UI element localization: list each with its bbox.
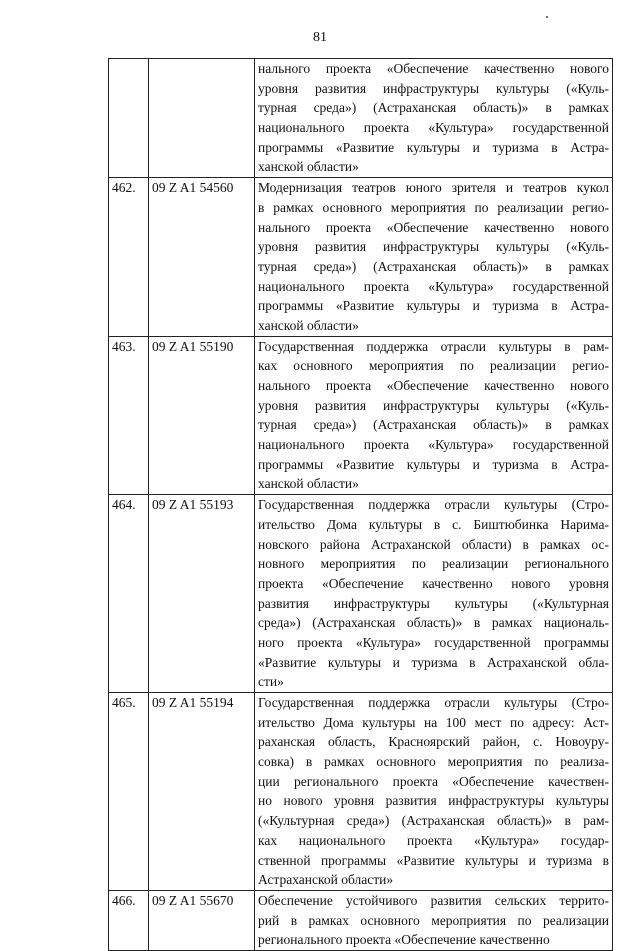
row-number-cell: 462. — [109, 178, 149, 337]
table-row — [109, 178, 613, 337]
description-line: раханская область, Красноярский район, с. Новоуру- — [258, 734, 609, 750]
description-line: Астраханской области» — [258, 872, 394, 888]
table-row — [109, 495, 613, 693]
description-cell — [255, 693, 613, 891]
description-line: турная среда») (Астраханская область)» в рамках — [258, 100, 609, 116]
classification-code-cell: 09 Z A1 55190 — [149, 336, 255, 495]
description-line: Обеспечение устойчивого развития сельских террито- — [258, 892, 609, 908]
description-line: ханской области» — [258, 159, 359, 175]
description-line: новского района Астраханской области) в рамках ос- — [258, 536, 609, 552]
description-line: ханской области» — [258, 476, 359, 492]
description-line: нального проекта «Обеспечение качественно нового — [258, 61, 609, 76]
classification-code-cell — [149, 59, 255, 178]
description-line: регионального проекта «Обеспечение качественно — [258, 932, 550, 948]
description-line: ительство Дома культуры в с. Биштюбинка Нарима- — [258, 516, 609, 532]
description-line: проекта «Обеспечение качественно нового уровня — [258, 575, 609, 591]
row-number-cell: 463. — [109, 336, 149, 495]
description-line: сти» — [258, 674, 284, 690]
row-number-cell: 464. — [109, 495, 149, 693]
row-number-cell: 466. — [109, 890, 149, 950]
description-line: ках основного мероприятия по реализации регио- — [258, 358, 609, 374]
description-line: ции регионального проекта «Обеспечение качествен- — [258, 773, 609, 789]
description-line: программы «Развитие культуры и туризма в Астра- — [258, 139, 609, 155]
description-line: Модернизация театров юного зрителя и театров кукол — [258, 180, 609, 196]
description-line: ственной программы «Развитие культуры и туризма в — [258, 852, 609, 868]
description-line: национального проекта «Культура» государственной — [258, 437, 609, 453]
description-line: национального проекта «Культура» государственной — [258, 120, 609, 136]
description-line: Государственная поддержка отрасли культуры в рам- — [258, 338, 609, 354]
description-line: развития инфраструктуры культуры («Культурная — [258, 595, 609, 611]
description-line: среда») (Астраханская область)» в рамках националь- — [258, 615, 609, 631]
description-cell — [255, 178, 613, 337]
description-line: рий в рамках основного мероприятия по реализации — [258, 912, 609, 928]
scan-speck — [546, 16, 548, 18]
description-line: новного мероприятия по реализации регионального — [258, 556, 609, 572]
classification-code-cell: 09 Z A1 54560 — [149, 178, 255, 337]
table-row — [109, 693, 613, 891]
description-line: уровня развития инфраструктуры культуры («Куль- — [258, 397, 609, 413]
description-line: программы «Развитие культуры и туризма в Астра- — [258, 298, 609, 314]
description-line: («Культурная среда») (Астраханская область)» в рам- — [258, 813, 609, 829]
description-line: турная среда») (Астраханская область)» в рамках — [258, 258, 609, 274]
table-row — [109, 59, 613, 178]
classification-code-cell: 09 Z A1 55194 — [149, 693, 255, 891]
description-line: ках национального проекта «Культура» государ- — [258, 832, 609, 848]
description-cell — [255, 495, 613, 693]
description-line: но нового уровня развития инфраструктуры культуры — [258, 793, 609, 809]
page-number: 81 — [313, 30, 327, 45]
description-line: совка) в рамках основного мероприятия по реализа- — [258, 754, 609, 770]
classification-code-cell: 09 Z A1 55193 — [149, 495, 255, 693]
budget-classification-table — [108, 58, 613, 951]
description-line: Государственная поддержка отрасли культуры (Стро- — [258, 497, 609, 513]
description-line: уровня развития инфраструктуры культуры («Куль- — [258, 80, 609, 96]
description-line: нального проекта «Обеспечение качественно нового — [258, 219, 609, 235]
description-cell — [255, 336, 613, 495]
row-number-cell — [109, 59, 149, 178]
table-row — [109, 890, 613, 950]
table-body — [109, 59, 613, 951]
description-line: ханской области» — [258, 317, 359, 333]
description-line: ного проекта «Культура» государственной программы — [258, 634, 609, 650]
description-line: нального проекта «Обеспечение качественно нового — [258, 378, 609, 393]
classification-code-cell: 09 Z A1 55670 — [149, 890, 255, 950]
description-cell — [255, 890, 613, 950]
row-number-cell: 465. — [109, 693, 149, 891]
description-line: национального проекта «Культура» государственной — [258, 278, 609, 294]
description-line: Государственная поддержка отрасли культуры (Стро- — [258, 695, 609, 710]
description-line: «Развитие культуры и туризма в Астраханской обла- — [258, 654, 609, 670]
description-line: турная среда») (Астраханская область)» в рамках — [258, 417, 609, 433]
description-line: программы «Развитие культуры и туризма в Астра- — [258, 456, 609, 472]
description-cell — [255, 59, 613, 178]
description-line: уровня развития инфраструктуры культуры («Куль- — [258, 239, 609, 255]
description-line: ительство Дома культуры на 100 мест по адресу: Аст- — [258, 714, 609, 730]
table-row — [109, 336, 613, 495]
description-line: в рамках основного мероприятия по реализации регио- — [258, 199, 609, 215]
